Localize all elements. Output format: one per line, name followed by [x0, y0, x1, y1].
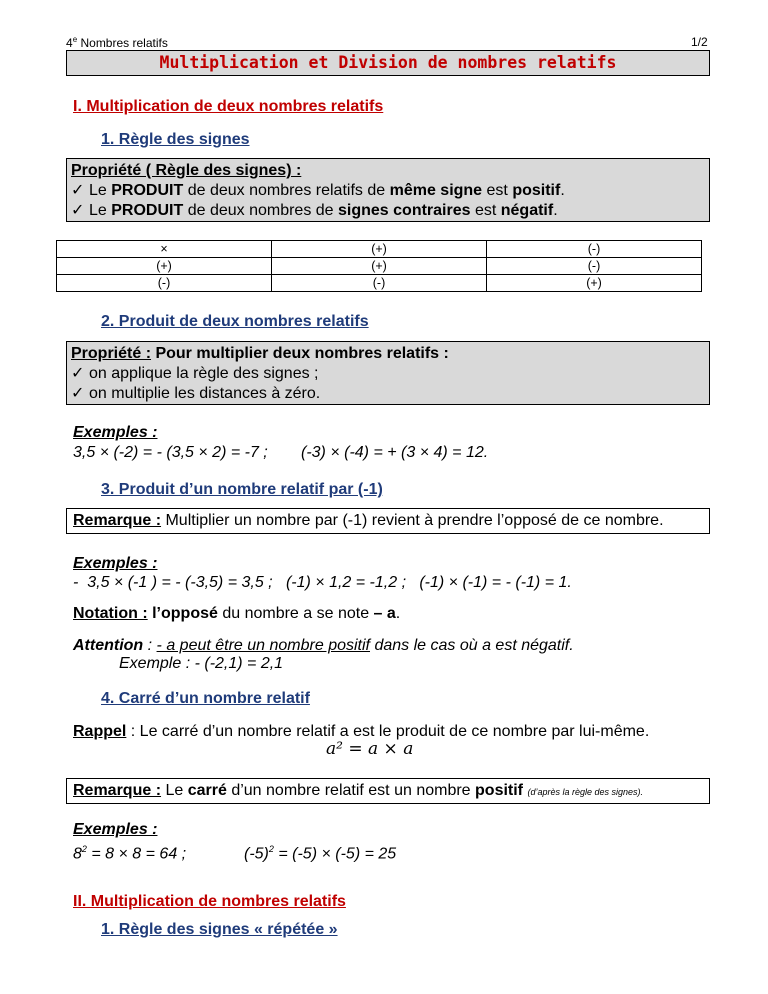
property-label: Propriété :	[71, 345, 152, 362]
attention-line: Attention : - a peut être un nombre positif dans le cas où a est négatif.	[73, 637, 574, 654]
check-icon: ✓	[71, 365, 85, 382]
table-row	[57, 275, 702, 292]
property-box-product	[66, 341, 710, 405]
section-2-heading: II. Multiplication de nombres relatifs	[73, 893, 346, 910]
examples-label: Exemples :	[73, 555, 158, 572]
check-icon: ✓	[71, 385, 85, 402]
property-line-2: ✓ on multiplie les distances à zéro.	[71, 385, 321, 402]
attention-example: Exemple : - (-2,1) = 2,1	[119, 655, 284, 672]
example-square-1: $8^2 = 8 \times 8 = 64$ ;	[73, 844, 187, 863]
square-formula: a² = a × a	[326, 739, 414, 759]
property-line-2: ✓ Le PRODUIT de deux nombres de signes contraires est négatif.	[71, 202, 558, 219]
property-label: Propriété (	[71, 162, 156, 179]
table-cell: (-)	[487, 258, 702, 275]
remark-box-square: Remarque : Le carré d’un nombre relatif est un nombre positif (d’après la règle des signes).	[66, 778, 710, 804]
section-2-subsection-1-heading: 1. Règle des signes « répétée »	[101, 921, 338, 938]
example-1: 3,5 × (-2) = - (3,5 × 2) = -7 ;	[73, 444, 268, 461]
table-cell: (+)	[272, 258, 487, 275]
page-header-left: 4e Nombres relatifs	[66, 35, 168, 50]
section-1-heading: I. Multiplication de deux nombres relatifs	[73, 98, 384, 115]
example-square-2: $(-5)^2 = (-5) \times (-5) = 25$	[244, 844, 397, 863]
remark-box-opposite	[66, 508, 710, 534]
table-cell: (+)	[487, 275, 702, 292]
check-icon: ✓	[71, 202, 85, 219]
page-title: Multiplication et Division de nombres relatifs	[159, 53, 617, 72]
table-cell: (+)	[272, 241, 487, 258]
property-line-1: ✓ on applique la règle des signes ;	[71, 365, 319, 382]
notation-line: Notation : l’opposé du nombre a se note – a.	[73, 605, 401, 622]
table-cell: (-)	[57, 275, 272, 292]
subsection-3-heading: 3. Produit d’un nombre relatif par (-1)	[101, 481, 383, 498]
remark-label: Remarque :	[73, 782, 162, 799]
property-line-1: ✓ Le PRODUIT de deux nombres relatifs de même signe est positif.	[71, 182, 565, 199]
table-cell: (-)	[272, 275, 487, 292]
rappel-line: Rappel : Le carré d’un nombre relatif a est le produit de ce nombre par lui-même.	[73, 723, 650, 740]
property-label-rule: Règle des signes) :	[155, 162, 302, 179]
remark-label: Remarque :	[73, 512, 162, 529]
examples-label: Exemples :	[73, 424, 158, 441]
table-cell: (+)	[57, 258, 272, 275]
examples-label: Exemples :	[73, 821, 158, 838]
check-icon: ✓	[71, 182, 85, 199]
example-2: (-3) × (-4) = + (3 × 4) = 12.	[301, 444, 489, 461]
example-line: - 3,5 × (-1 ) = - (-3,5) = 3,5 ; (-1) × 1,2 = -1,2 ; (-1) × (-1) = - (-1) = 1.	[73, 574, 572, 591]
subsection-2-heading: 2. Produit de deux nombres relatifs	[101, 313, 369, 330]
table-cell: (-)	[487, 241, 702, 258]
page-number: 1/2	[691, 35, 708, 49]
table-row	[57, 258, 702, 275]
table-cell: ×	[57, 241, 272, 258]
subsection-1-heading: 1. Règle des signes	[101, 131, 250, 148]
signs-table	[56, 240, 702, 292]
subsection-4-heading: 4. Carré d’un nombre relatif	[101, 690, 310, 707]
table-row	[57, 241, 702, 258]
remark-text: Multiplier un nombre par (-1) revient à prendre l’opposé de ce nombre.	[161, 512, 664, 529]
property-text: Pour multiplier deux nombres relatifs :	[151, 345, 449, 362]
title-box	[66, 50, 710, 76]
remark-note: (d’après la règle des signes).	[527, 787, 644, 797]
property-box-signs	[66, 158, 710, 222]
